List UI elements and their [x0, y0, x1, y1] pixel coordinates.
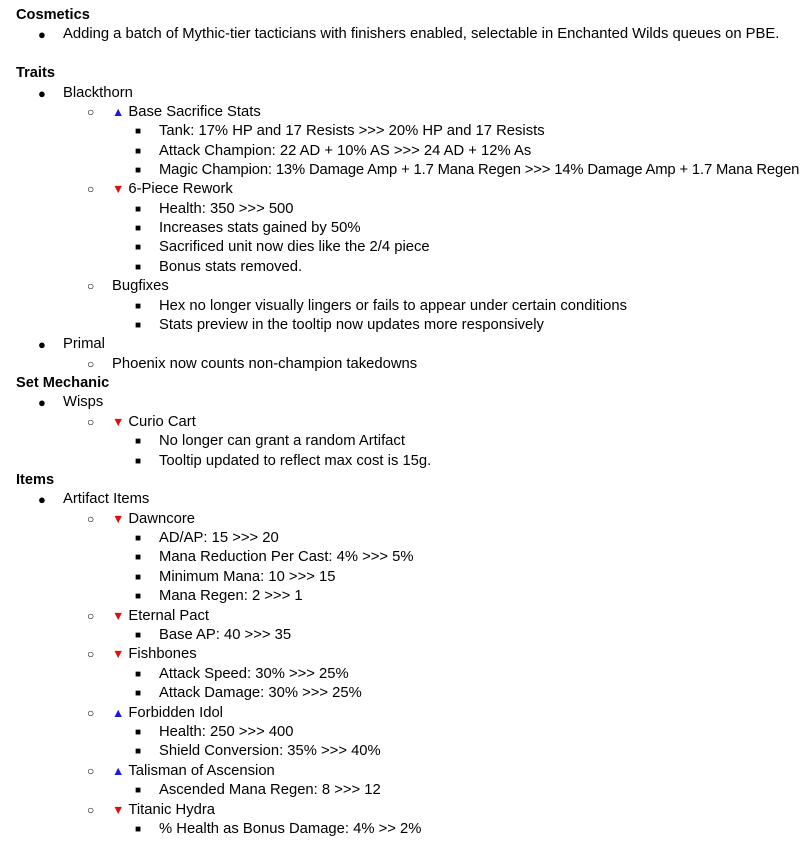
section-heading-traits: Traits [16, 65, 55, 81]
list-item-text [112, 801, 215, 820]
list-item-text: Blackthorn [63, 85, 133, 101]
nerf-arrow-icon: ▼ [112, 512, 125, 526]
bullet-circle-icon: ○ [87, 512, 95, 526]
bullet-square-icon: ■ [135, 746, 142, 757]
bullet-square-icon: ■ [135, 204, 142, 215]
list-item-text: Bonus stats removed. [159, 259, 303, 275]
list-item-text [112, 103, 261, 122]
item-label: 6-Piece Rework [128, 181, 233, 197]
buff-arrow-icon: ▲ [112, 764, 125, 778]
bullet-circle-icon: ○ [87, 279, 95, 293]
item-label: Eternal Pact [128, 608, 209, 624]
section-heading-cosmetics: Cosmetics [16, 7, 90, 23]
list-item-text: Health: 250 >>> 400 [159, 724, 294, 740]
list-item-text: Hex no longer visually lingers or fails to appear under certain conditions [159, 298, 628, 314]
bullet-circle-icon: ○ [87, 803, 95, 817]
list-item-text: Minimum Mana: 10 >>> 15 [159, 569, 336, 585]
bullet-disc-icon: ● [38, 337, 46, 352]
buff-arrow-icon: ▲ [112, 706, 125, 720]
list-item-text: Magic Champion: 13% Damage Amp + 1.7 Mana Regen >>> 14% Damage Amp + 1.7 Mana Regen [159, 162, 800, 178]
section-heading-set-mechanic: Set Mechanic [16, 375, 110, 391]
bullet-square-icon: ■ [135, 533, 142, 544]
list-item-text [112, 762, 275, 781]
bullet-square-icon: ■ [135, 591, 142, 602]
nerf-arrow-icon: ▼ [112, 647, 125, 661]
list-item-text: Attack Damage: 30% >>> 25% [159, 685, 362, 701]
nerf-arrow-icon: ▼ [112, 182, 125, 196]
list-item-text: Shield Conversion: 35% >>> 40% [159, 743, 381, 759]
bullet-square-icon: ■ [135, 456, 142, 467]
buff-arrow-icon: ▲ [112, 105, 125, 119]
list-item-text: Stats preview in the tooltip now updates more responsively [159, 317, 544, 333]
list-item-text: Wisps [63, 394, 104, 410]
bullet-square-icon: ■ [135, 669, 142, 680]
list-item-text: Bugfixes [112, 278, 169, 294]
bullet-square-icon: ■ [135, 301, 142, 312]
list-item-text: AD/AP: 15 >>> 20 [159, 530, 279, 546]
list-item-text: % Health as Bonus Damage: 4% >> 2% [159, 821, 422, 837]
list-item-text: Increases stats gained by 50% [159, 220, 361, 236]
list-item-text: Adding a batch of Mythic-tier tacticians with finishers enabled, selectable in Enchanted Wilds queues on PBE. [63, 26, 780, 42]
bullet-square-icon: ■ [135, 785, 142, 796]
bullet-square-icon: ■ [135, 572, 142, 583]
bullet-circle-icon: ○ [87, 764, 95, 778]
list-item-text: Attack Champion: 22 AD + 10% AS >>> 24 AD + 12% As [159, 143, 532, 159]
list-item-text [112, 645, 197, 664]
section-heading-items: Items [16, 472, 55, 488]
list-item-text [112, 607, 209, 626]
bullet-circle-icon: ○ [87, 609, 95, 623]
bullet-square-icon: ■ [135, 165, 142, 176]
list-item-text [112, 704, 223, 723]
list-item-text: Health: 350 >>> 500 [159, 201, 294, 217]
list-item-text: Phoenix now counts non-champion takedowns [112, 356, 418, 372]
list-item-text: Tooltip updated to reflect max cost is 15g. [159, 453, 432, 469]
bullet-square-icon: ■ [135, 824, 142, 835]
bullet-circle-icon: ○ [87, 182, 95, 196]
item-label: Dawncore [128, 511, 195, 527]
item-label: Titanic Hydra [128, 802, 215, 818]
bullet-square-icon: ■ [135, 223, 142, 234]
bullet-square-icon: ■ [135, 727, 142, 738]
bullet-circle-icon: ○ [87, 647, 95, 661]
list-item-text [112, 180, 233, 199]
bullet-square-icon: ■ [135, 436, 142, 447]
bullet-square-icon: ■ [135, 688, 142, 699]
bullet-circle-icon: ○ [87, 706, 95, 720]
list-item-text: Mana Reduction Per Cast: 4% >>> 5% [159, 549, 414, 565]
item-label: Forbidden Idol [128, 705, 223, 721]
nerf-arrow-icon: ▼ [112, 803, 125, 817]
nerf-arrow-icon: ▼ [112, 415, 125, 429]
bullet-disc-icon: ● [38, 86, 46, 101]
item-label: Curio Cart [128, 414, 196, 430]
list-item-text: Artifact Items [63, 491, 150, 507]
bullet-square-icon: ■ [135, 242, 142, 253]
item-label: Fishbones [128, 646, 197, 662]
list-item-text: Ascended Mana Regen: 8 >>> 12 [159, 782, 381, 798]
bullet-square-icon: ■ [135, 552, 142, 563]
list-item-text: Sacrificed unit now dies like the 2/4 piece [159, 239, 430, 255]
nerf-arrow-icon: ▼ [112, 609, 125, 623]
bullet-circle-icon: ○ [87, 415, 95, 429]
bullet-square-icon: ■ [135, 320, 142, 331]
bullet-circle-icon: ○ [87, 357, 95, 371]
bullet-square-icon: ■ [135, 262, 142, 273]
list-item-text: No longer can grant a random Artifact [159, 433, 405, 449]
list-item-text: Tank: 17% HP and 17 Resists >>> 20% HP and 17 Resists [159, 123, 545, 139]
bullet-square-icon: ■ [135, 146, 142, 157]
list-item-text [112, 510, 195, 529]
item-label: Base Sacrifice Stats [128, 104, 261, 120]
bullet-square-icon: ■ [135, 630, 142, 641]
bullet-circle-icon: ○ [87, 105, 95, 119]
item-label: Talisman of Ascension [128, 763, 275, 779]
bullet-disc-icon: ● [38, 395, 46, 410]
list-item-text: Mana Regen: 2 >>> 1 [159, 588, 303, 604]
bullet-disc-icon: ● [38, 492, 46, 507]
list-item-text: Attack Speed: 30% >>> 25% [159, 666, 349, 682]
list-item-text [112, 413, 196, 432]
list-item-text: Base AP: 40 >>> 35 [159, 627, 292, 643]
list-item-text: Primal [63, 336, 105, 352]
bullet-disc-icon: ● [38, 27, 46, 42]
bullet-square-icon: ■ [135, 126, 142, 137]
